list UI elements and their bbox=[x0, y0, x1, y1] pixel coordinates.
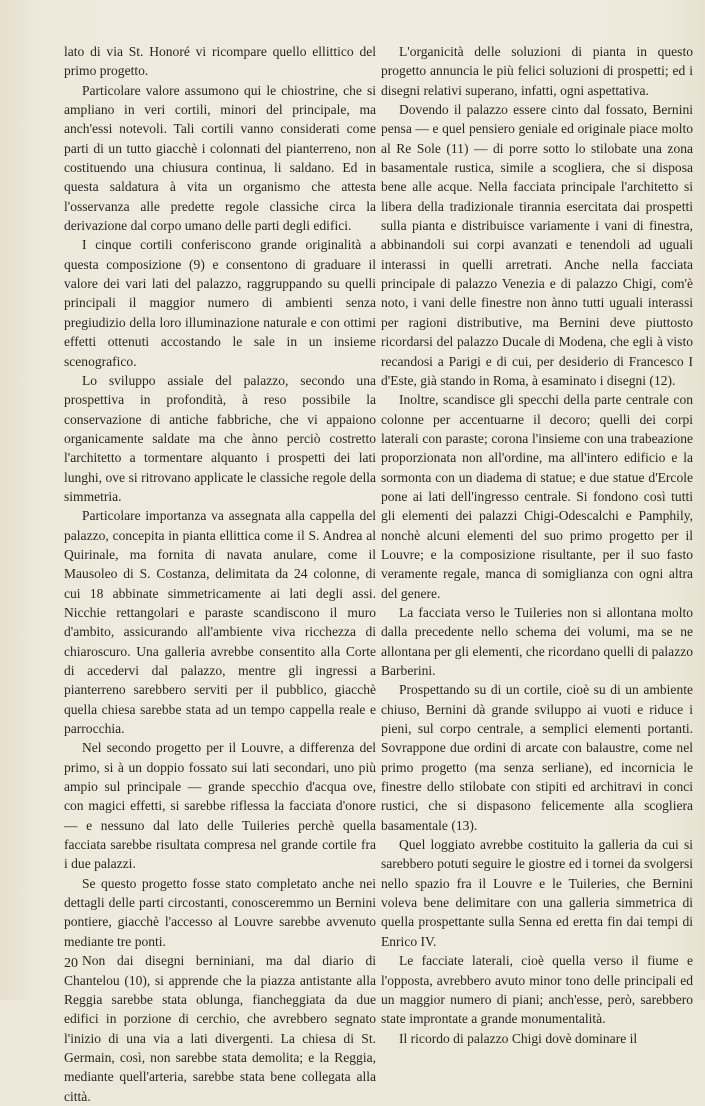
paragraph: Quel loggiato avrebbe costituito la galleria da cui si sarebbero potuti seguire le giostre ed i tornei da svolgersi nello spazio fra il Louvre e le Tuileries, che Bernini voleva bene delimitare con una galleria simmetrica di quella prospettante sulla Senna ed eretta fin dai tempi di Enrico IV. bbox=[381, 837, 693, 949]
right-column bbox=[381, 42, 693, 1048]
paragraph: Particolare importanza va assegnata alla cappella del palazzo, concepita in pianta ellittica come il S. Andrea al Quirinale, ma fornita di navata anulare, come il Mausoleo di S. Costanza, delimitata da 24 colonne, di cui 18 abbinate simmetricamente ai lati degli assi. Nicchie rettangolari e paraste scandiscono il muro d'ambito, assicurando all'ambiente viva ricchezza di chiaroscuro. Una galleria avrebbe consentito alla Corte di accedervi dal palazzo, mentre gli ingressi a pianterreno sarebbero serviti per il pubblico, giacchè quella chiesa sarebbe stata ad un tempo cappella reale e parrocchia. bbox=[64, 508, 376, 737]
paragraph: Inoltre, scandisce gli specchi della parte centrale con colonne per accentuarne il decoro; quelli dei corpi laterali con paraste; corona l'insieme con una trabeazione proporzionata non all'ordine, ma all'intero edificio e la sormonta con un diadema di statue; e due statue d'Ercole pone ai lati dell'ingresso centrale. Si fondono così tutti gli elementi dei palazzi Chigi-Odescalchi e Pamphily, nonchè alcuni elementi del suo primo progetto per il Louvre; e la composizione risultante, per il suo fasto veramente regale, manca di somiglianza con ogni altra del genere. bbox=[381, 392, 693, 601]
paragraph: La facciata verso le Tuileries non si allontana molto dalla precedente nello schema dei volumi, ma se ne allontana per gli elementi, che ricordano quelli di palazzo Barberini. bbox=[381, 604, 693, 678]
left-column bbox=[64, 42, 376, 1106]
paragraph: L'organicità delle soluzioni di pianta in questo progetto annuncia le più felici soluzioni di prospetti; ed i disegni relativi superano, infatti, ogni aspettativa. bbox=[381, 44, 693, 98]
paragraph: Se questo progetto fosse stato completato anche nei dettagli delle parti circostanti, conosceremmo un Bernini pontiere, giacchè l'accesso al Louvre sarebbe avvenuto mediante tre ponti. bbox=[64, 875, 376, 949]
paragraph: I cinque cortili conferiscono grande originalità a questa composizione (9) e consentono di graduare il valore dei vari lati del palazzo, raggruppando su quelli principali il maggior numero di ambienti senza pregiudizio della loro illuminazione naturale e con ottimi effetti ottenuti accostando le sale in un insieme scenografico. bbox=[64, 237, 376, 369]
paragraph: Il ricordo di palazzo Chigi dovè dominare il bbox=[399, 1030, 638, 1046]
paragraph: Particolare valore assumono qui le chiostrine, che si ampliano in veri cortili, minori del principale, ma anch'essi notevoli. Tali cortili vanno considerati come parti di un tutto giacchè i colonnati del pianterreno, non costituendo una chiusura continua, li saldano. Ed in questa saldatura à vita un organismo che attesta l'osservanza alle predette regole classiche circa la derivazione dal corpo umano delle parti degli edifici. bbox=[64, 82, 376, 234]
paragraph: Le facciate laterali, cioè quella verso il fiume e l'opposta, avrebbero avuto minor tono delle principali ed un maggior numero di piani; anch'esse, però, sarebbero state improntate a grande monumentalità. bbox=[381, 953, 693, 1027]
paragraph: Nel secondo progetto per il Louvre, a differenza del primo, si à un doppio fossato sui lati secondari, uno più ampio sul principale — grande specchio d'acqua ove, con magici effetti, si sarebbe riflessa la facciata d'onore — e nessuno dal lato delle Tuileries perchè quella facciata sarebbe risultata compresa nel grande cortile fra i due palazzi. bbox=[64, 740, 376, 872]
paragraph: lato di via St. Honoré vi ricompare quello ellittico del primo progetto. bbox=[64, 44, 376, 79]
paragraph: Dovendo il palazzo essere cinto dal fossato, Bernini pensa — e quel pensiero geniale ed originale piace molto al Re Sole (11) — di porre sotto lo stilobate una zona basamentale rustica, simile a scogliera, che si disposa bene alle acque. Nella facciata principale l'architetto si libera della tradizionale tirannia esercitata dai prospetti sulla pianta e distribuisce variamente i vani di finestra, abbinandoli sui corpi avanzati e tenendoli ad uguali interassi in quelli arretrati. Anche nella facciata principale di palazzo Venezia e di palazzo Chigi, com'è noto, i vani delle finestre non ànno tutti uguali interassi per ragioni distributive, ma Bernini deve piuttosto ricordarsi del palazzo Ducale di Modena, che egli à visto recandosi a Parigi e di cui, per desiderio di Francesco I d'Este, già stando in Roma, à esaminato i disegni (12). bbox=[381, 102, 693, 388]
paragraph: Non dai disegni berniniani, ma dal diario di Chantelou (10), si apprende che la piazza antistante alla Reggia sarebbe stata oblunga, fiancheggiata da due edifici in porzione di cerchio, che avrebbero segnato l'inizio di una via a lati divergenti. La chiesa di St. Germain, così, non sarebbe stata demolita; e la Reggia, mediante quell'arteria, sarebbe stata bene collegata alla città. bbox=[64, 953, 376, 1104]
page-number: 20 bbox=[64, 956, 78, 971]
paragraph: Lo sviluppo assiale del palazzo, secondo una prospettiva in profondità, à reso possibile la conservazione di antiche fabbriche, che vi appaiono organicamente saldate ma che ànno perciò costretto l'architetto a tormentare alquanto i prospetti dei lati lunghi, ove si ritrovano applicate le classiche regole della simmetria. bbox=[64, 372, 376, 504]
paragraph: Prospettando su di un cortile, cioè su di un ambiente chiuso, Bernini dà grande sviluppo ai vuoti e riduce i pieni, sul corpo centrale, a semplici elementi portanti. Sovrappone due ordini di arcate con balaustre, come nel primo progetto (ma senza serliane), ed incornicia le finestre dello stilobate con stipiti ed architravi in conci rustici, che si dispasono felicemente alla scogliera basamentale (13). bbox=[381, 682, 693, 833]
